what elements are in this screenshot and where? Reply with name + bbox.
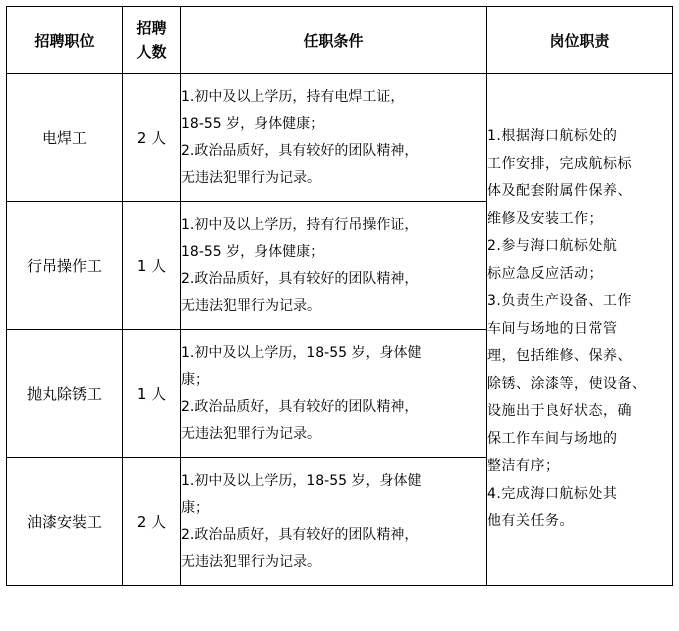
duty-line: 1.根据海口航标处的 — [487, 128, 618, 145]
requirement-line: 18-55 岁，身体健康； — [181, 243, 325, 260]
requirements-cell — [181, 458, 487, 586]
duty-line: 维修及安装工作； — [487, 210, 603, 227]
requirement-line: 无违法犯罪行为记录。 — [181, 169, 321, 186]
position-cell: 电焊工 — [7, 74, 123, 202]
requirement-line: 2.政治品质好，具有较好的团队精神， — [181, 142, 419, 159]
duty-line: 工作安排，完成航标标 — [487, 155, 632, 172]
header-count-line2: 人数 — [136, 43, 167, 61]
requirement-line: 1.初中及以上学历，持有行吊操作证， — [181, 216, 419, 233]
header-row — [7, 7, 673, 74]
count-cell: 2 人 — [123, 74, 181, 202]
recruitment-table — [6, 6, 673, 586]
requirements-cell — [181, 202, 487, 330]
requirement-line: 康； — [181, 499, 209, 516]
requirement-line: 无违法犯罪行为记录。 — [181, 425, 321, 442]
requirements-cell — [181, 74, 487, 202]
requirement-line: 2.政治品质好，具有较好的团队精神， — [181, 398, 419, 415]
requirement-line: 1.初中及以上学历，18-55 岁，身体健 — [181, 472, 422, 489]
header-position: 招聘职位 — [7, 7, 123, 74]
position-cell: 抛丸除锈工 — [7, 330, 123, 458]
requirement-line: 无违法犯罪行为记录。 — [181, 297, 321, 314]
count-cell: 1 人 — [123, 330, 181, 458]
count-cell: 2 人 — [123, 458, 181, 586]
header-count — [123, 7, 181, 74]
requirement-line: 康； — [181, 371, 209, 388]
duty-line: 设施出于良好状态，确 — [487, 403, 632, 420]
header-requirements: 任职条件 — [181, 7, 487, 74]
requirement-line: 2.政治品质好，具有较好的团队精神， — [181, 270, 419, 287]
position-cell: 油漆安装工 — [7, 458, 123, 586]
requirement-line: 2.政治品质好，具有较好的团队精神， — [181, 526, 419, 543]
duty-line: 体及配套附属件保养、 — [487, 183, 632, 200]
requirement-line: 无违法犯罪行为记录。 — [181, 553, 321, 570]
duty-line: 车间与场地的日常管 — [487, 320, 618, 337]
count-cell: 1 人 — [123, 202, 181, 330]
header-count-line1: 招聘 — [136, 19, 167, 37]
duty-line: 整洁有序； — [487, 458, 560, 475]
duty-line: 他有关任务。 — [487, 513, 574, 530]
header-duties: 岗位职责 — [487, 7, 673, 74]
duty-line: 2.参与海口航标处航 — [487, 238, 618, 255]
position-cell: 行吊操作工 — [7, 202, 123, 330]
duty-line: 理，包括维修、保养、 — [487, 348, 632, 365]
duty-line: 除锈、涂漆等，使设备、 — [487, 375, 647, 392]
duties-cell — [487, 74, 673, 586]
duty-line: 3.负责生产设备、工作 — [487, 293, 632, 310]
duty-line: 标应急反应活动； — [487, 265, 603, 282]
requirements-cell — [181, 330, 487, 458]
table-row — [7, 74, 673, 202]
duty-line: 保工作车间与场地的 — [487, 430, 618, 447]
requirement-line: 1.初中及以上学历，持有电焊工证， — [181, 88, 405, 105]
requirement-line: 18-55 岁，身体健康； — [181, 115, 325, 132]
duty-line: 4.完成海口航标处其 — [487, 485, 618, 502]
requirement-line: 1.初中及以上学历，18-55 岁，身体健 — [181, 344, 422, 361]
